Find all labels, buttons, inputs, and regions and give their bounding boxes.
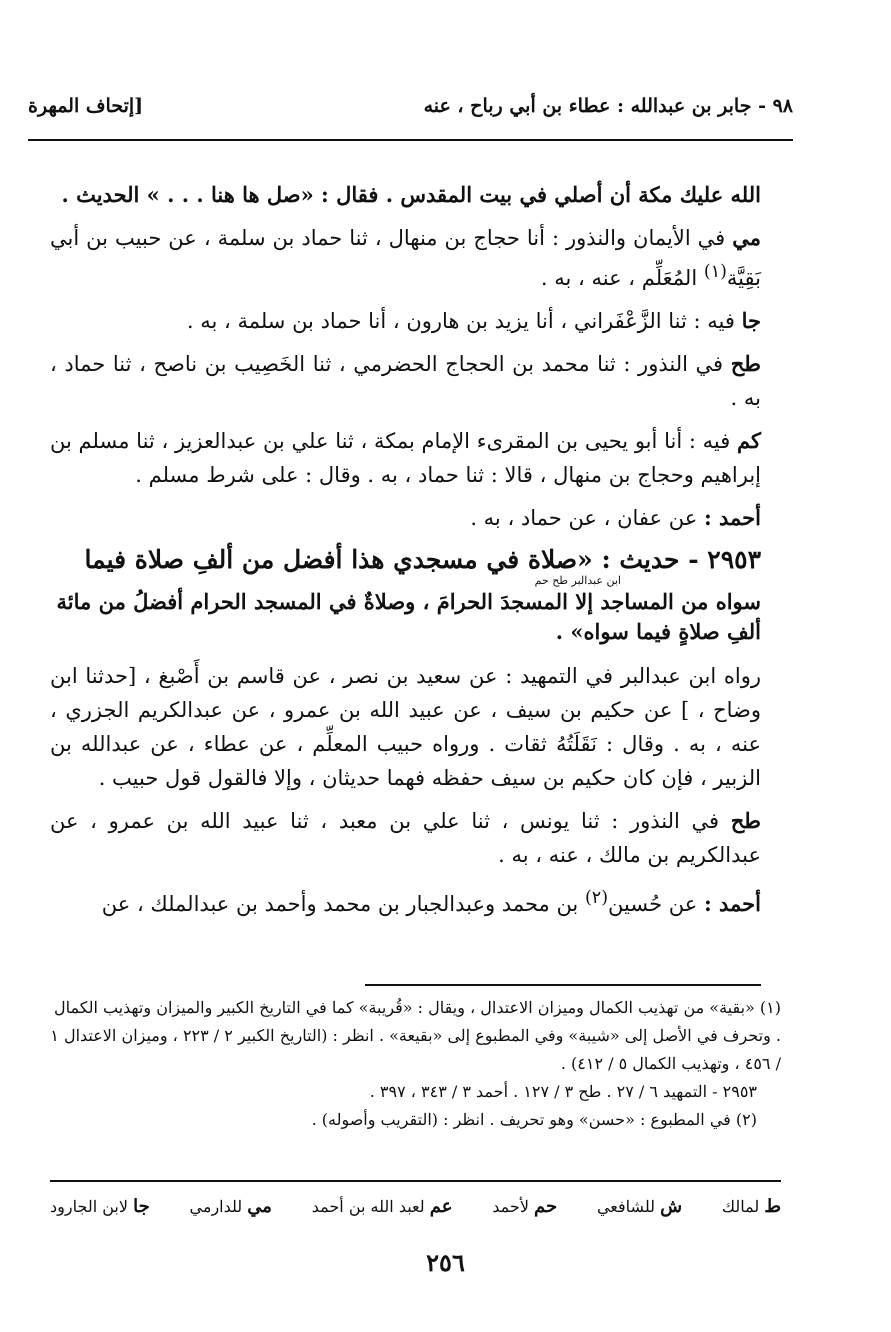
source-codes-note: ابن عبدالبر طح حم	[534, 574, 621, 587]
footnote-references: ٢٩٥٣ - التمهيد ٦ / ٢٧ . طح ٣ / ١٢٧ . أحمد ٣ / ٣٤٣ ، ٣٩٧ .	[369, 1082, 757, 1101]
abbr-item: ط لمالك	[721, 1196, 781, 1217]
footnote-1: (١) «بقية» من تهذيب الكمال وميزان الاعتدال ، ويقال : «قُريبة» كما في التاريخ الكبير والميزان وتهذيب الكمال . وتحرف في الأصل إلى «شيبة» وفي المطبوع إلى «بقيعة» . انظر : (التاريخ الكبير ٢ / ٢٢٣ ، وميزان الاعتدال ١ / ٤٥٦ ، وتهذيب الكمال ٥ / ٤١٢) .	[50, 998, 781, 1073]
hadith-text: «صلاة في مسجدي هذا أفضل من ألفِ صلاة فيما	[84, 545, 593, 574]
paragraph-text: عن عفان ، عن حماد ، به .	[470, 506, 698, 530]
paragraph-text: فيه : أنا أبو يحيى بن المقرىء الإمام بمكة ، ثنا علي بن عبدالعزيز ، ثنا مسلم بن إبراهيم وحجاج بن منهال ، قالا : ثنا حماد ، به . وقال : على شرط مسلم .	[50, 429, 761, 487]
source-code: مي	[732, 225, 761, 250]
paragraph-text: في النذور : ثنا محمد بن الحجاج الحضرمي ، ثنا الخَصِيب بن ناصح ، ثنا حماد ، به .	[50, 352, 761, 410]
header-divider	[28, 139, 793, 141]
paragraph-text: المُعَلِّم ، عنه ، به .	[540, 266, 698, 290]
source-code: أحمد :	[703, 891, 761, 916]
paragraph-2	[50, 221, 761, 295]
source-code: جا	[741, 308, 761, 333]
paragraph-9	[50, 881, 761, 921]
abbr-item: ش للشافعي	[596, 1196, 683, 1217]
paragraph-1: الله عليك مكة أن أصلي في بيت المقدس . فقال : «صل ها هنا . . . » الحديث .	[61, 182, 761, 207]
paragraph-text: بن محمد وعبدالجبار بن محمد وأحمد بن عبدالملك ، عن	[101, 892, 579, 916]
source-code: كم	[737, 428, 761, 453]
source-code: طح	[730, 808, 761, 833]
hadith-heading	[50, 544, 761, 576]
footnote-divider	[365, 984, 761, 986]
source-code: طح	[730, 351, 761, 376]
abbreviation-key	[50, 1196, 781, 1217]
header-right-title: ٩٨ - جابر بن عبدالله : عطاء بن أبي رباح ، عنه	[423, 95, 793, 117]
header-left-title: [إتحاف المهرة	[28, 95, 144, 117]
footnote-2: (٢) في المطبوع : «حسن» وهو تحريف . انظر : (التقريب وأصوله) .	[311, 1110, 757, 1129]
running-header	[28, 88, 793, 124]
paragraph-3	[50, 304, 761, 338]
paragraph-8	[50, 804, 761, 872]
abbr-item: حم لأحمد	[492, 1196, 558, 1217]
page-number: ٢٥٦	[426, 1248, 465, 1277]
paragraph-text: فيه : ثنا الزَّعْفَراني ، أنا يزيد بن هارون ، أنا حماد بن سلمة ، به .	[186, 309, 735, 333]
bottom-divider	[50, 1180, 781, 1182]
abbr-item: عم لعبد الله بن أحمد	[311, 1196, 453, 1217]
paragraph-text: في النذور : ثنا يونس ، ثنا علي بن معبد ، ثنا عبيد الله بن عمرو ، عن عبدالكريم بن مالك ، عنه ، به .	[50, 809, 761, 867]
footnote-mark: (١)	[703, 262, 727, 282]
paragraph-7: رواه ابن عبدالبر في التمهيد : عن سعيد بن نصر ، عن قاسم بن أَصْبغ ، [حدثنا ابن وضاح ، ] عن حكيم بن سيف ، عن عبيد الله بن عمرو ، عن عبدالكريم الجزري ، عنه ، به . وقال : نَقَلَتُهُ ثقات . ورواه حبيب المعلِّم ، عن عطاء ، عن عبدالله بن الزبير ، فإن كان حكيم بن سيف حفظه فهما حديثان ، وإلا فالقول قول حبيب .	[50, 664, 761, 790]
hadith-text-end: سواه من المساجد إلا المسجدَ الحرامَ ، وصلاةٌ في المسجد الحرام أفضلُ من مائة ألفِ صلاةٍ فيما سواه» .	[56, 589, 761, 644]
main-text	[50, 178, 761, 930]
footnote-mark: (٢)	[584, 888, 609, 908]
paragraph-6	[50, 501, 761, 535]
paragraph-text: في الأيمان والنذور : أنا حجاج بن منهال ، ثنا حماد بن سلمة ، عن حبيب بن أبي بَقِيَّة	[50, 226, 761, 290]
abbr-item: جا لابن الجارود	[50, 1196, 150, 1217]
hadith-number: ٢٩٥٣ - حديث :	[601, 545, 761, 574]
paragraph-text: عن حُسين	[608, 892, 698, 916]
paragraph-4	[50, 347, 761, 415]
footnotes	[50, 994, 781, 1134]
paragraph-5	[50, 424, 761, 492]
abbr-item: مي للدارمي	[189, 1196, 272, 1217]
source-code: أحمد :	[703, 505, 761, 530]
